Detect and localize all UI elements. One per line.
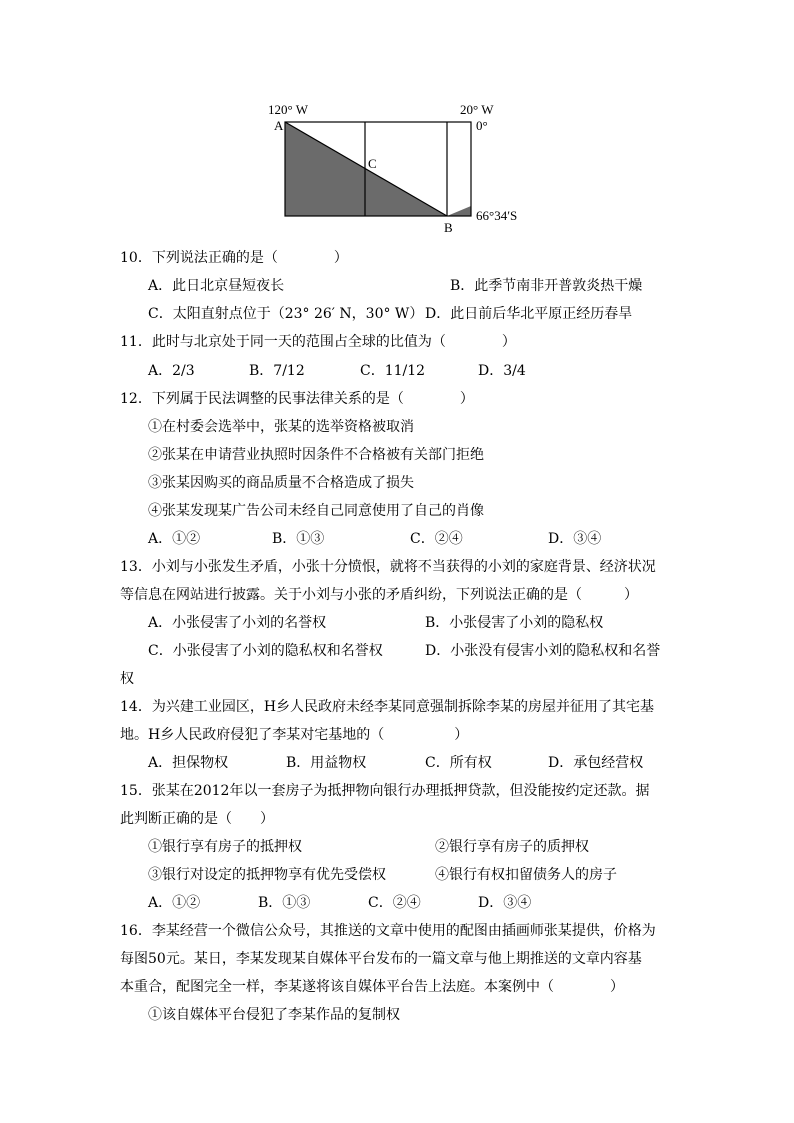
label-point-b: B — [444, 220, 453, 235]
q13-option-d-tail: 权 — [120, 671, 134, 687]
q11-option-a: A．2/3 — [148, 363, 195, 379]
q11-option-b: B．7/12 — [249, 363, 305, 379]
q10-option-a: A．此日北京昼短夜长 — [148, 278, 285, 294]
q15-option-d: D．③④ — [478, 895, 532, 911]
question-13-stem-2: 等信息在网站进行披露。关于小刘与小张的矛盾纠纷，下列说法正确的是（ ） — [120, 587, 638, 603]
q10-option-c: C．太阳直射点位于（23° 26′ N，30° W） — [148, 306, 424, 322]
question-15-stem-1: 15．张某在2012年以一套房子为抵押物向银行办理抵押贷款，但没能按约定还款。据 — [120, 783, 650, 799]
question-13-stem-1: 13．小刘与小张发生矛盾，小张十分愤恨，就将不当获得的小刘的家庭背景、经济状况 — [120, 559, 656, 575]
q15-option-a: A．①② — [148, 895, 201, 911]
label-120w: 120° W — [268, 102, 308, 117]
question-11-stem: 11．此时与北京处于同一天的范围占全球的比值为（ ） — [120, 334, 516, 350]
question-16-stem-3: 本重合，配图完全一样，李某遂将该自媒体平台告上法庭。本案例中（ ） — [120, 979, 624, 995]
label-0: 0° — [476, 118, 488, 133]
daylight-diagram — [258, 100, 508, 240]
daylight-figure — [258, 100, 518, 240]
q10-option-d: D．此日前后华北平原正经历春旱 — [425, 306, 633, 322]
label-20w: 20° W — [460, 102, 494, 117]
q15-option-b: B．①③ — [258, 895, 311, 911]
q12-option-a: A．①② — [148, 531, 201, 547]
q14-option-b: B．用益物权 — [286, 755, 367, 771]
q15-item-4: ④银行有权扣留债务人的房子 — [435, 867, 617, 883]
q12-option-c: C．②④ — [410, 531, 463, 547]
question-14-stem-2: 地。H乡人民政府侵犯了李某对宅基地的（ ） — [120, 727, 469, 743]
q16-item-1: ①该自媒体平台侵犯了李某作品的复制权 — [148, 1007, 400, 1023]
question-16-stem-1: 16．李某经营一个微信公众号，其推送的文章中使用的配图由插画师张某提供，价格为 — [120, 923, 656, 939]
q15-item-1: ①银行享有房子的抵押权 — [148, 839, 302, 855]
night-shade-right — [447, 206, 471, 216]
q10-option-b: B．此季节南非开普敦炎热干燥 — [450, 278, 643, 294]
question-10-stem: 10．下列说法正确的是（ ） — [120, 250, 348, 266]
q11-option-c: C．11/12 — [360, 363, 426, 379]
q12-option-b: B．①③ — [272, 531, 325, 547]
question-16-stem-2: 每图50元。某日，李某发现某自媒体平台发布的一篇文章与他上期推送的文章内容基 — [120, 951, 642, 967]
q15-item-3: ③银行对设定的抵押物享有优先受偿权 — [148, 867, 386, 883]
question-12-stem: 12．下列属于民法调整的民事法律关系的是（ ） — [120, 391, 474, 407]
q14-option-d: D．承包经营权 — [548, 755, 644, 771]
label-point-a: A — [274, 118, 284, 133]
q12-option-d: D．③④ — [548, 531, 602, 547]
q14-option-a: A．担保物权 — [148, 755, 229, 771]
q12-item-3: ③张某因购买的商品质量不合格造成了损失 — [148, 475, 414, 491]
q13-option-c: C．小张侵害了小刘的隐私权和名誉权 — [148, 643, 383, 659]
q15-option-c: C．②④ — [368, 895, 421, 911]
q12-item-2: ②张某在申请营业执照时因条件不合格被有关部门拒绝 — [148, 447, 484, 463]
q11-option-d: D．3/4 — [478, 363, 526, 379]
q13-option-a: A．小张侵害了小刘的名誉权 — [148, 615, 327, 631]
q14-option-c: C．所有权 — [425, 755, 492, 771]
label-point-c: C — [368, 156, 377, 171]
q13-option-d: D．小张没有侵害小刘的隐私权和名誉 — [425, 643, 661, 659]
q12-item-1: ①在村委会选举中，张某的选举资格被取消 — [148, 419, 414, 435]
question-15-stem-2: 此判断正确的是（ ） — [120, 811, 274, 827]
q15-item-2: ②银行享有房子的质押权 — [435, 839, 589, 855]
label-66-34s: 66°34′S — [476, 208, 518, 223]
q12-item-4: ④张某发现某广告公司未经自己同意使用了自己的肖像 — [148, 503, 484, 519]
question-14-stem-1: 14．为兴建工业园区，H乡人民政府未经李某同意强制拆除李某的房屋并征用了其宅基 — [120, 699, 655, 715]
q13-option-b: B．小张侵害了小刘的隐私权 — [425, 615, 604, 631]
